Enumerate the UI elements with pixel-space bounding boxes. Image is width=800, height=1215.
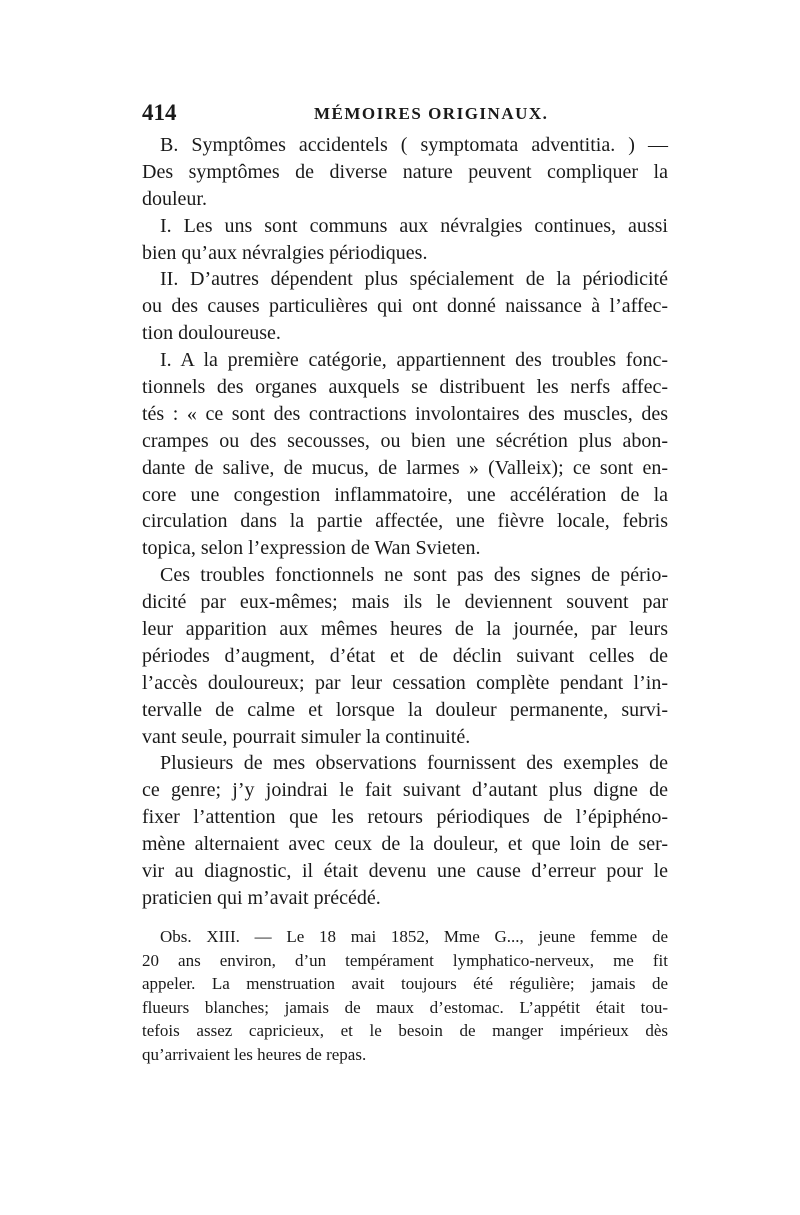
page-number: 414 (142, 100, 177, 125)
text-line: Des symptômes de diverse nature peuvent compliquer la (142, 160, 668, 183)
text-line: I. Les uns sont communs aux névralgies continues, aussi (160, 214, 668, 237)
text-line: circulation dans la partie affectée, une fièvre locale, febris (142, 510, 668, 533)
text-line: l’accès douloureux; par leur cessation complète pendant l’in- (142, 671, 668, 694)
text-line: tervalle de calme et lorsque la douleur permanente, survi- (142, 698, 668, 721)
text-line: dante de salive, de mucus, de larmes » (Valleix); ce sont en- (142, 456, 668, 479)
obs-line: tefois assez capricieux, et le besoin de manger impérieux dès (142, 1021, 668, 1041)
text-line: tés : « ce sont des contractions involontaires des muscles, des (142, 402, 668, 425)
text-line: Plusieurs de mes observations fournissent des exemples de (160, 752, 668, 775)
text-line: ou des causes particulières qui ont donné naissance à l’affec- (142, 295, 668, 318)
text-line: mène alternaient avec ceux de la douleur, et que loin de ser- (142, 833, 668, 856)
text-line: topica, selon l’expression de Wan Svieten. (142, 537, 481, 560)
text-line: vir au diagnostic, il était devenu une cause d’erreur pour le (142, 860, 668, 883)
observation-block (142, 925, 668, 1067)
text-line: fixer l’attention que les retours périodiques de l’épiphéno- (142, 806, 668, 829)
text-line: ce genre; j’y joindrai le fait suivant d’autant plus digne de (142, 779, 668, 802)
text-line: II. D’autres dépendent plus spécialement de la périodicité (160, 268, 668, 291)
obs-line: qu’arrivaient les heures de repas. (142, 1044, 367, 1064)
text-line: bien qu’aux névralgies périodiques. (142, 241, 428, 264)
running-head (142, 100, 672, 130)
text-line: tionnels des organes auxquels se distribuent les nerfs affec- (142, 376, 668, 399)
text-line: I. A la première catégorie, appartiennent des troubles fonc- (160, 349, 668, 372)
text-line: crampes ou des secousses, ou bien une sécrétion plus abon- (142, 429, 668, 452)
text-line: dicité par eux-mêmes; mais ils le deviennent souvent par (142, 591, 668, 614)
text-line: tion douloureuse. (142, 322, 281, 345)
text-line: core une congestion inflammatoire, une accélération de la (142, 483, 668, 506)
text-line: praticien qui m’avait précédé. (142, 886, 381, 909)
text-line: Ces troubles fonctionnels ne sont pas des signes de pério- (160, 564, 668, 587)
running-title: MÉMOIRES ORIGINAUX. (314, 104, 549, 123)
obs-line: Obs. XIII. — Le 18 mai 1852, Mme G..., jeune femme de (160, 927, 668, 946)
text-line: douleur. (142, 187, 207, 210)
text-line: vant seule, pourrait simuler la continuité. (142, 725, 471, 748)
text-line: périodes d’augment, d’état et de déclin suivant celles de (142, 644, 668, 667)
text-line: leur apparition aux mêmes heures de la journée, par leurs (142, 618, 668, 641)
obs-line: flueurs blanches; jamais de maux d’estomac. L’appétit était tou- (142, 997, 668, 1017)
obs-line: 20 ans environ, d’un tempérament lymphatico-nerveux, me fit (142, 950, 668, 970)
obs-line: appeler. La menstruation avait toujours été régulière; jamais de (142, 974, 668, 994)
text-line: B. Symptômes accidentels ( symptomata adventitia. ) — (160, 134, 668, 156)
body-text (142, 132, 668, 912)
